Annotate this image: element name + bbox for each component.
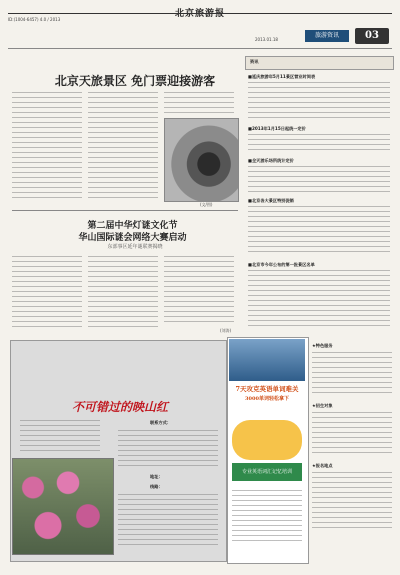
- ad-azalea-text: [20, 420, 100, 455]
- article-divider: [12, 210, 238, 211]
- right-item-4: ■北京各大景区特别促销: [248, 198, 294, 203]
- ad-info-column: [312, 337, 392, 562]
- top-rule: [8, 48, 392, 49]
- azalea-photo: [12, 458, 114, 555]
- ad-contact-text: [118, 430, 218, 470]
- section-tag: 旅游资讯: [305, 30, 349, 42]
- ad-info-item-2-text: [312, 412, 392, 457]
- photo-caption: (文/图): [200, 202, 213, 207]
- ad-info-item-3-text: [312, 472, 392, 532]
- ad-address-label: 地址：: [150, 474, 163, 479]
- ad-english-banner: 专业英语词汇记忆培训: [232, 463, 302, 481]
- right-item-3-text: [248, 166, 390, 194]
- cave-photo: [164, 118, 239, 202]
- header-rule: [8, 13, 392, 14]
- right-item-5-text: [248, 270, 390, 328]
- header-date: 2013.01.18: [255, 37, 278, 42]
- right-item-5: ■北京市今年公布的第一批景区名单: [248, 262, 315, 267]
- right-item-2: ■2013年1月15日起统一定价: [248, 126, 306, 131]
- article-2-subhead: 东部事区延年谜联赛揭晓: [107, 244, 163, 250]
- header-info: ID:(1004-6457) 4.0 / 2013: [8, 17, 61, 22]
- ad-english-list: [232, 490, 302, 545]
- right-item-4-text: [248, 206, 390, 256]
- ad-info-item-2: ★招生对象: [312, 403, 333, 408]
- article-1-text-col-3: [164, 92, 234, 117]
- classroom-photo: [229, 339, 305, 381]
- article-2-byline: (刘涛): [220, 328, 232, 333]
- article-2-text-col-3: [164, 256, 234, 326]
- right-item-3: ■全天游乐场所统计定价: [248, 158, 294, 163]
- article-2-headline-line-1: 第二届中华灯谜文化节: [87, 221, 178, 231]
- ad-route-text: [118, 494, 218, 549]
- article-1-headline: 北京天旅景区 免门票迎接游客: [54, 74, 216, 88]
- ad-english-title-line-2: 3000单词轻松拿下: [245, 396, 289, 402]
- ad-azalea-title: 不可错过的映山红: [71, 400, 168, 414]
- article-2-text-col-2: [88, 256, 158, 331]
- ad-english-bubbles: [232, 420, 302, 460]
- right-item-1-text: [248, 82, 390, 122]
- ad-route-label: 线路：: [150, 484, 163, 489]
- article-2-headline-line-2: 华山国际谜会网络大赛启动: [78, 233, 187, 243]
- ad-info-item-3: ★报名地点: [312, 463, 333, 468]
- article-2-text-col-1: [12, 256, 82, 331]
- ad-info-item-1: ★特色服务: [312, 343, 333, 348]
- ad-contact-label: 联系方式：: [150, 420, 171, 425]
- right-box-title: 资讯: [250, 59, 259, 64]
- page-number: 03: [355, 28, 389, 44]
- right-item-2-text: [248, 134, 390, 154]
- article-1-text-col-1: [12, 92, 82, 202]
- ad-english-title: [229, 384, 305, 414]
- newspaper-masthead: 北京旅游报: [174, 9, 225, 19]
- article-1-text-col-2: [88, 92, 158, 202]
- ad-info-item-1-text: [312, 352, 392, 397]
- ad-english-title-line-1: 7天攻克英语单词难关: [235, 385, 299, 393]
- right-item-1: ■延庆旅游年5月11景区营业时间表: [248, 74, 316, 79]
